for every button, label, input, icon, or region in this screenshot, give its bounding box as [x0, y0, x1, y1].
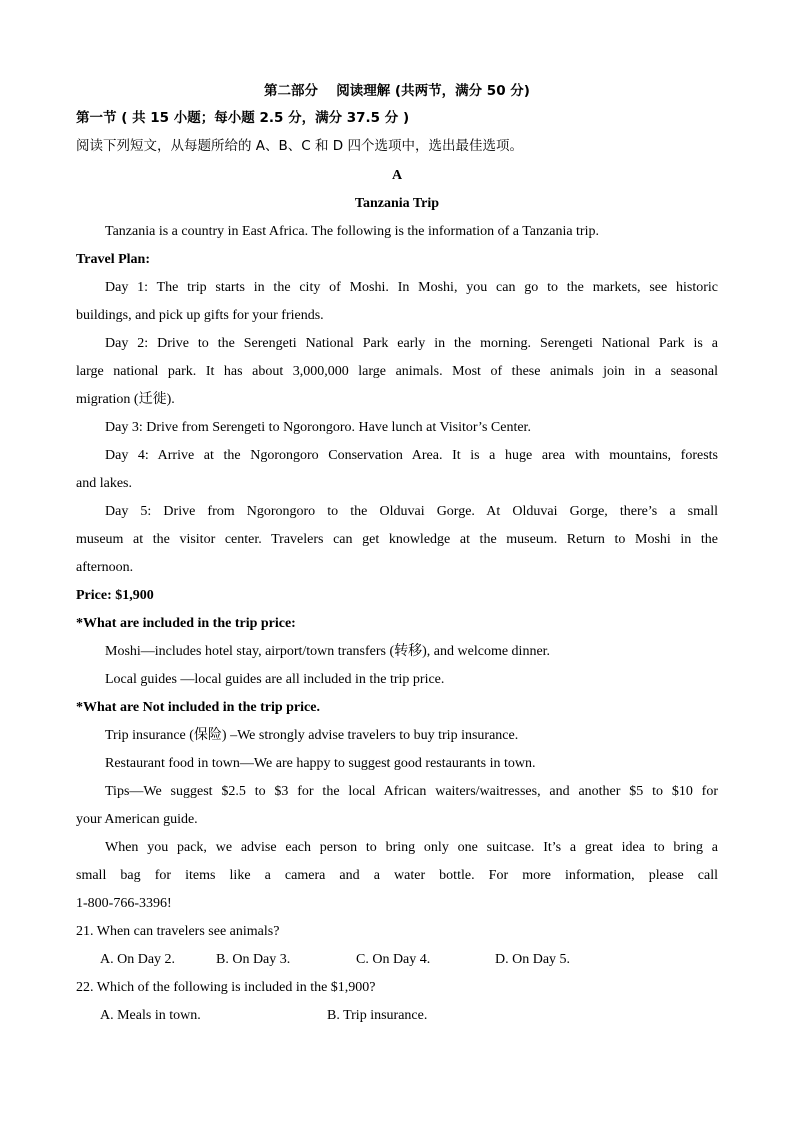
day5-line1: Day 5: Drive from Ngorongoro to the Olduvai Gorge. At Olduvai Gorge, there’s a small — [105, 504, 718, 519]
included-item-2: Local guides —local guides are all included in the trip price. — [105, 672, 445, 687]
included-heading: *What are included in the trip price: — [76, 616, 296, 631]
packing-line3: 1-800-766-3396! — [76, 896, 172, 911]
question-21-option-c[interactable]: C. On Day 4. — [356, 952, 431, 967]
day4-line1: Day 4: Arrive at the Ngorongoro Conservation Area. It is a huge area with mountains, forests — [105, 448, 718, 463]
day4-line2: and lakes. — [76, 476, 132, 491]
day1-line2: buildings, and pick up gifts for your friends. — [76, 308, 324, 323]
question-22-options — [76, 1005, 718, 1027]
not-included-item-1: Trip insurance (保险) –We strongly advise travelers to buy trip insurance. — [105, 728, 519, 743]
question-22-stem: 22. Which of the following is included in the $1,900? — [76, 980, 376, 995]
day2-line2: large national park. It has about 3,000,000 large animals. Most of these animals join in a seasonal — [76, 364, 718, 379]
not-included-heading: *What are Not included in the trip price. — [76, 700, 320, 715]
day5-line3: afternoon. — [76, 560, 134, 575]
question-22-option-b[interactable]: B. Trip insurance. — [327, 1008, 428, 1023]
day2-line3: migration (迁徙). — [76, 392, 175, 407]
included-item-1: Moshi—includes hotel stay, airport/town transfers (转移), and welcome dinner. — [105, 644, 551, 659]
question-21-option-a[interactable]: A. On Day 2. — [100, 952, 176, 967]
day3-line: Day 3: Drive from Serengeti to Ngorongoro. Have lunch at Visitor’s Center. — [105, 420, 531, 435]
question-22-option-a[interactable]: A. Meals in town. — [100, 1008, 201, 1023]
question-21-options — [76, 949, 718, 971]
day1-line1: Day 1: The trip starts in the city of Moshi. In Moshi, you can go to the markets, see historic — [105, 280, 718, 295]
instruction-text: 阅读下列短文，从每题所给的 A、B、C 和 D 四个选项中，选出最佳选项。 — [76, 138, 523, 154]
question-21-stem: 21. When can travelers see animals? — [76, 924, 280, 939]
not-included-item-3-line2: your American guide. — [76, 812, 198, 827]
not-included-item-3-line1: Tips—We suggest $2.5 to $3 for the local African waiters/waitresses, and another $5 to $10 for — [105, 784, 718, 799]
travel-plan-heading: Travel Plan: — [76, 252, 151, 267]
passage-title: Tanzania Trip — [354, 196, 440, 211]
part-title: 第二部分 阅读理解 (共两节，满分 50 分) — [264, 83, 530, 99]
packing-line2: small bag for items like a camera and a water bottle. For more information, please call — [76, 868, 718, 883]
day5-line2: museum at the visitor center. Travelers can get knowledge at the museum. Return to Moshi in the — [76, 532, 718, 547]
section-subtitle: 第一节 ( 共 15 小题；每小题 2.5 分，满分 37.5 分 ) — [76, 110, 410, 126]
question-21-option-b[interactable]: B. On Day 3. — [216, 952, 291, 967]
passage-letter: A — [391, 168, 403, 183]
packing-line1: When you pack, we advise each person to bring only one suitcase. It’s a great idea to bring a — [105, 840, 718, 855]
price-line: Price: $1,900 — [76, 588, 154, 603]
not-included-item-2: Restaurant food in town—We are happy to suggest good restaurants in town. — [105, 756, 536, 771]
day2-line1: Day 2: Drive to the Serengeti National Park early in the morning. Serengeti National Park is a — [105, 336, 718, 351]
passage-intro: Tanzania is a country in East Africa. The following is the information of a Tanzania trip. — [105, 224, 599, 239]
question-21-option-d[interactable]: D. On Day 5. — [495, 952, 571, 967]
